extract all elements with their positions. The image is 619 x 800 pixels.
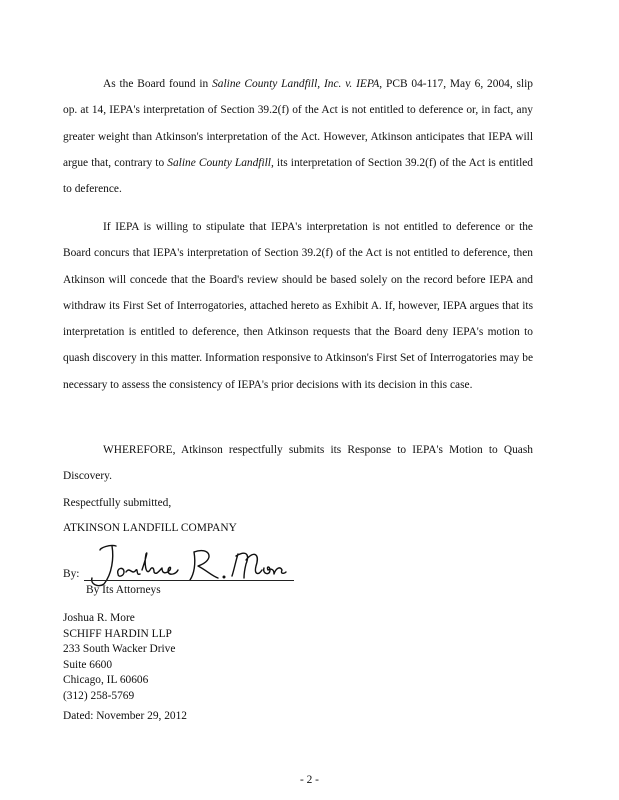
suite: Suite 6600 xyxy=(63,658,113,671)
p1-text-a: As the Board found in xyxy=(103,78,213,90)
p2-text: If IEPA is willing to stipulate that IEPA's interpretation is not entitled to deference or the Board concurs that IEPA's interpretation of Section 39.2(f) of the Act is not entitled to deference, then Atkinson will concede that the Board's review should be based solely on the record before IEPA and withdraw its First Set of Interrogatories, attached hereto as Exhibit A. If, however, IEPA argues that its interpretation is entitled to deference, then Atkinson requests that the Board deny IEPA's motion to quash discovery in this matter. Information responsive to Atkinson's First Set of Interrogatories may be necessary to assess the consistency of IEPA's prior decisions with its decision in this case. xyxy=(63,221,533,391)
signature-line xyxy=(84,580,294,581)
contact-block xyxy=(63,611,175,705)
paragraph-2 xyxy=(63,214,533,398)
p1-case-name: Saline County Landfill, Inc. v. IEPA, xyxy=(212,78,383,90)
paragraph-1 xyxy=(63,71,533,202)
by-its-attorneys: By Its Attorneys xyxy=(86,584,161,596)
respectfully-submitted: Respectfully submitted, xyxy=(63,497,172,509)
attorney-name: Joshua R. More xyxy=(63,612,135,624)
page-number: - 2 - xyxy=(300,774,319,786)
p1-short-case-name: Saline County Landfill, xyxy=(167,156,274,169)
date-line: Dated: November 29, 2012 xyxy=(63,710,188,722)
company-name: ATKINSON LANDFILL COMPANY xyxy=(63,522,237,534)
city-state-zip: Chicago, IL 60606 xyxy=(63,674,149,687)
phone-number: (312) 258-5769 xyxy=(63,689,135,702)
p3-text: WHEREFORE, Atkinson respectfully submits its Response to IEPA's Motion to Quash Discovery. xyxy=(63,444,533,483)
p1-text-c: its interpretation of Section 39.2(f) of the Act is entitled to deference. xyxy=(63,156,534,196)
by-label: By: xyxy=(63,568,80,580)
firm-name: SCHIFF HARDIN LLP xyxy=(63,627,172,640)
street-address: 233 South Wacker Drive xyxy=(63,643,176,656)
paragraph-3 xyxy=(63,437,533,490)
p1-text-b: PCB 04-117, May 6, 2004, slip op. at 14, IEPA's interpretation of Section 39.2(f) of the Act is not entitled to deference or, in fact, any greater weight than Atkinson's interpretation of the Act. However, Atkinson anticipates that IEPA will argue that, contrary to xyxy=(63,78,533,169)
